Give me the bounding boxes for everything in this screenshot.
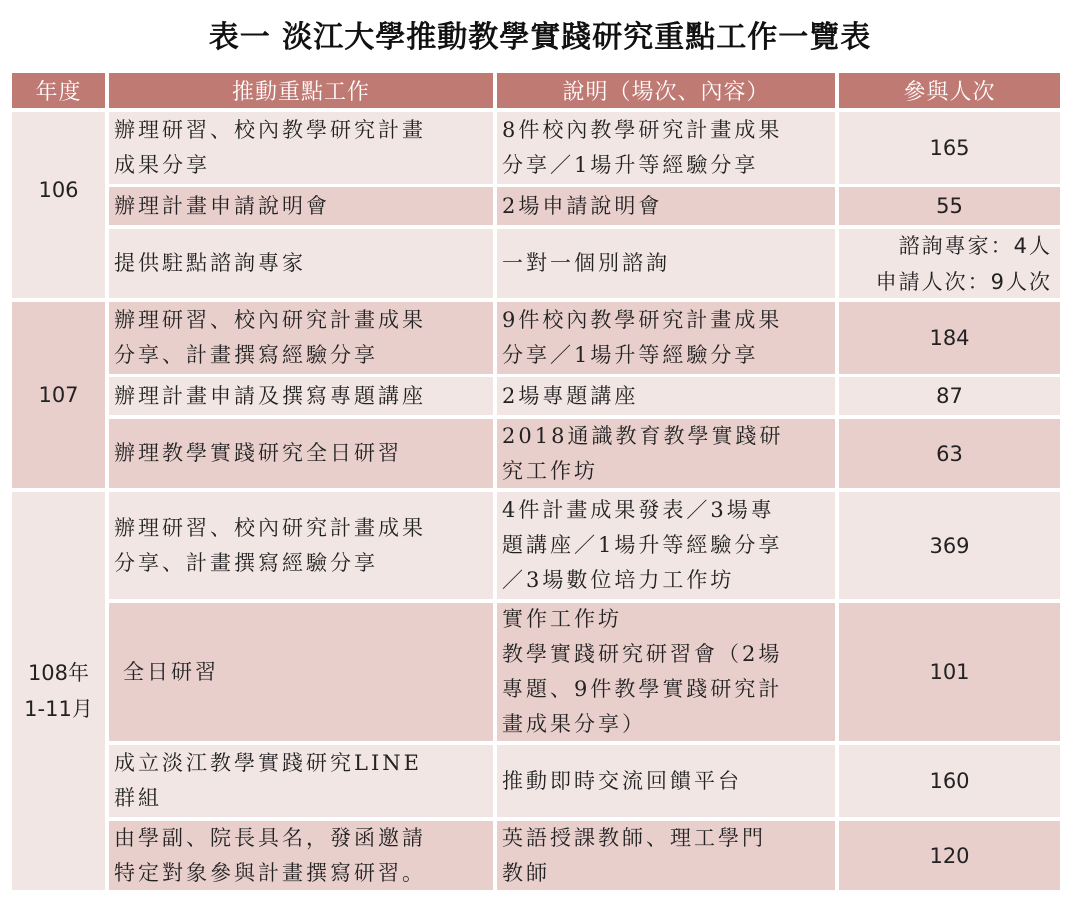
table-cell-count: [839, 419, 1060, 488]
count-line: 120: [929, 843, 970, 868]
table-cell-desc: [497, 112, 835, 184]
count-line: 165: [929, 136, 970, 160]
header-participants: 參與人次: [839, 73, 1060, 108]
desc-line: 專題、9件教學實踐研究計: [502, 677, 783, 701]
table-cell-count: [839, 821, 1060, 890]
page-title: 表一 淡江大學推動教學實踐研究重點工作一覽表: [208, 20, 872, 55]
table-cell-work: [109, 187, 493, 225]
desc-line: 分享／1場升等經驗分享: [502, 343, 759, 367]
table-cell-work: [109, 492, 493, 599]
count-line: 101: [929, 660, 970, 684]
count-line: 55: [936, 194, 963, 218]
count-line: 369: [929, 533, 970, 558]
work-line: 辦理研習、校內教學研究計畫: [114, 118, 426, 142]
year-cell-108: 108年 1-11月: [12, 492, 105, 890]
table-cell-work: [109, 419, 493, 488]
work-line: 由學副、院長具名，發函邀請: [114, 825, 426, 850]
desc-line: 教學實踐研究研習會（2場: [502, 642, 783, 666]
table-cell-count: [839, 745, 1060, 817]
table-cell-work: [109, 229, 493, 298]
desc-line: 推動即時交流回饋平台: [502, 768, 742, 793]
work-line: 成立淡江教學實踐研究LINE: [114, 751, 422, 775]
table-cell-work: [109, 821, 493, 890]
header-work: 推動重點工作: [109, 73, 493, 108]
desc-line: 究工作坊: [502, 458, 598, 483]
work-line: 成果分享: [114, 153, 210, 177]
work-line: 辦理教學實踐研究全日研習: [114, 441, 402, 465]
desc-line: 題講座／1場升等經驗分享: [502, 533, 783, 557]
table-cell-work: [109, 603, 493, 741]
count-line: 63: [936, 441, 963, 466]
desc-line: 8件校內教學研究計畫成果: [502, 118, 783, 142]
work-line: 全日研習: [123, 659, 219, 684]
work-line: 特定對象參與計畫撰寫研習。: [114, 860, 426, 885]
table-cell-work: [109, 112, 493, 184]
table-cell-count: [839, 187, 1060, 225]
table-cell-desc: [497, 187, 835, 225]
year-cell-107: 107: [12, 302, 105, 488]
table-cell-count: [839, 603, 1060, 741]
table-cell-desc: [497, 603, 835, 741]
work-line: 辦理計畫申請說明會: [114, 193, 330, 218]
desc-line: 9件校內教學研究計畫成果: [502, 308, 783, 332]
work-line: 分享、計畫撰寫經驗分享: [114, 343, 378, 367]
work-line: 群組: [114, 786, 162, 810]
work-line: 提供駐點諮詢專家: [114, 251, 306, 275]
header-description: 說明（場次、內容）: [497, 73, 835, 108]
table-cell-desc: [497, 821, 835, 890]
count-line: 184: [929, 326, 970, 350]
table-cell-work: [109, 377, 493, 415]
work-line: 辦理研習、校內研究計畫成果: [114, 308, 426, 332]
desc-line: 一對一個別諮詢: [502, 251, 670, 275]
count-line: 87: [936, 384, 963, 408]
header-year: 年度: [12, 73, 105, 108]
table-cell-work: [109, 745, 493, 817]
table-cell-work: [109, 302, 493, 374]
table-cell-count: [839, 377, 1060, 415]
desc-line: 實作工作坊: [502, 607, 622, 631]
count-line: 諮詢專家：4人: [898, 233, 1052, 258]
desc-line: ／3場數位培力工作坊: [502, 568, 735, 592]
table-cell-count: [839, 302, 1060, 374]
count-line: 160: [929, 769, 970, 793]
desc-line: 教師: [502, 860, 550, 885]
desc-line: 4件計畫成果發表／3場專: [502, 498, 775, 522]
year-cell-106: 106: [12, 112, 105, 298]
desc-line: 畫成果分享）: [502, 712, 646, 736]
table-cell-count: [839, 492, 1060, 599]
desc-line: 分享／1場升等經驗分享: [502, 153, 759, 177]
desc-line: 2場申請說明會: [502, 193, 663, 218]
table-cell-desc: [497, 492, 835, 599]
table-cell-count: [839, 229, 1060, 298]
table-cell-desc: [497, 229, 835, 298]
table-cell-desc: [497, 377, 835, 415]
table-cell-desc: [497, 302, 835, 374]
table-cell-count: [839, 112, 1060, 184]
table-cell-desc: [497, 745, 835, 817]
desc-line: 2場專題講座: [502, 383, 639, 408]
work-line: 分享、計畫撰寫經驗分享: [114, 550, 378, 575]
work-line: 辦理研習、校內研究計畫成果: [114, 515, 426, 540]
desc-line: 英語授課教師、理工學門: [502, 825, 766, 850]
table-cell-desc: [497, 419, 835, 488]
work-line: 辦理計畫申請及撰寫專題講座: [114, 383, 426, 408]
count-line: 申請人次：9人次: [875, 269, 1052, 294]
desc-line: 2018通識教育教學實踐研: [502, 423, 784, 448]
